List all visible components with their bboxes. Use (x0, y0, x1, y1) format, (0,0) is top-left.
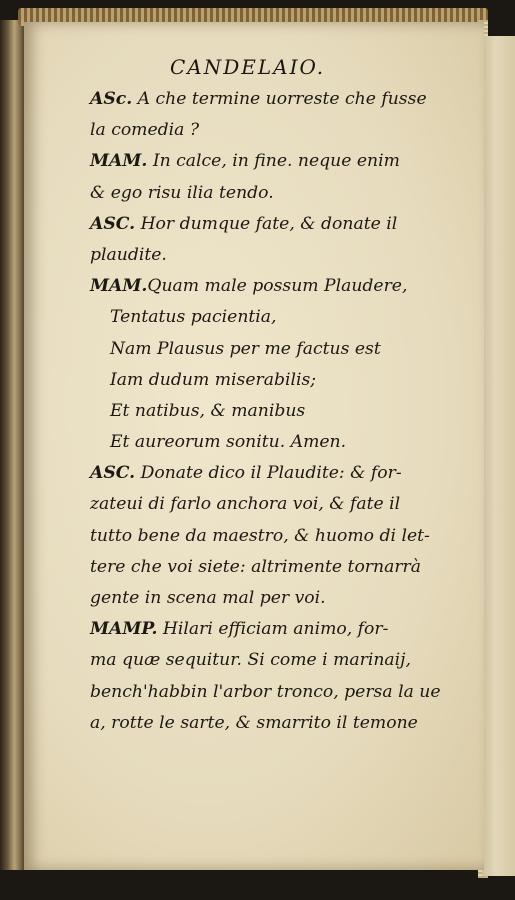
text-line (90, 240, 460, 271)
text-line (90, 302, 460, 333)
line-text: la comedia ? (90, 120, 200, 141)
line-text: zateui di farlo anchora voi, & fate il (90, 494, 401, 515)
text-line (90, 334, 460, 365)
line-text: tere che voi siete: altrimente tornarrà (90, 556, 422, 577)
text-line (90, 115, 460, 146)
speaker-name: MAMP. (90, 619, 158, 640)
line-text: a, rotte le sarte, & smarrito il temone (90, 712, 418, 733)
speaker-name: MAM. (90, 276, 148, 297)
line-text: Iam dudum miserabilis; (110, 369, 317, 390)
text-line (90, 209, 460, 240)
text-line (90, 552, 460, 583)
line-text: ma quæ sequitur. Si come i marinaij, (90, 650, 411, 671)
line-text: Hilari efficiam animo, for- (157, 619, 389, 640)
speaker-name: ASc. (90, 89, 133, 109)
text-line (90, 365, 460, 396)
line-text: Donate dico il Plaudite: & for- (135, 463, 402, 484)
line-text: Et aureorum sonitu. Amen. (110, 432, 347, 453)
line-text: Nam Plausus per me factus est (110, 338, 381, 359)
line-text: bench'habbin l'arbor tronco, persa la ue (90, 681, 441, 702)
text-line (90, 708, 460, 739)
text-line (90, 645, 460, 676)
book-spine (0, 20, 26, 870)
text-line (90, 84, 460, 115)
line-text: In calce, in fine. neque enim (147, 151, 400, 172)
text-line (90, 677, 460, 708)
line-text: Tentatus pacientia, (110, 307, 277, 328)
line-text: A che termine uorreste che fusse (132, 89, 427, 109)
text-line (90, 489, 460, 520)
text-line (90, 146, 460, 177)
line-text: gente in scena mal per voi. (90, 588, 326, 608)
speaker-name: ASC. (90, 213, 136, 234)
text-line (90, 458, 460, 489)
line-text: Quam male possum Plaudere, (147, 276, 408, 297)
line-text: tutto bene da maestro, & huomo di let- (90, 525, 430, 546)
facing-page-edge (482, 36, 515, 876)
line-text: Hor dumque fate, & donate il (135, 213, 398, 234)
running-head: CANDELAIO. (170, 55, 326, 79)
text-line (90, 614, 460, 645)
line-text: & ego risu ilia tendo. (90, 182, 274, 203)
text-line (90, 583, 460, 614)
line-text: plaudite. (90, 244, 167, 265)
page-text (90, 84, 460, 739)
line-text: Et natibus, & manibus (110, 400, 306, 421)
text-line (90, 178, 460, 209)
text-line (90, 427, 460, 458)
text-line (90, 396, 460, 427)
speaker-name: MAM. (90, 151, 148, 172)
speaker-name: ASC. (90, 463, 136, 484)
text-line (90, 271, 460, 302)
text-line (90, 521, 460, 552)
